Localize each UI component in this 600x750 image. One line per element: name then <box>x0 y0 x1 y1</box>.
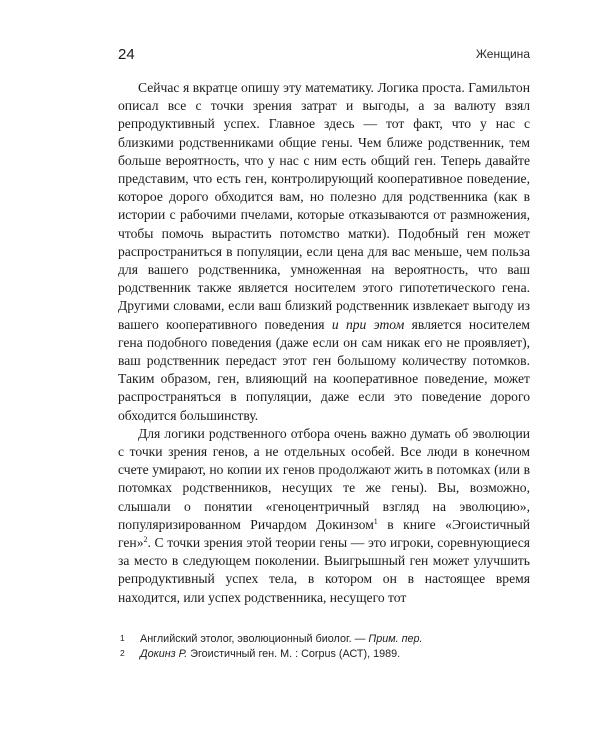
footnote-number: 2 <box>120 648 125 658</box>
paragraph-text: Сейчас я вкратце опишу эту математику. Логика проста. Гамильтон описал все с точки зрения затрат и выгоды, а за валюту взял репродуктивный успех. Главное здесь — тот факт, что у нас с близкими родственниками общие гены. Чем ближе родственник, тем больше вероятность, что у нас с ним есть общий ген. Теперь давайте представим, что есть ген, контролирующий кооперативное поведение, которое дорого обходится вам, но полезно для родственника (как в истории с рабочими пчелами, которые отказываются от размножения, чтобы помочь вырастить потомство матки). Подобный ген может распространиться в популяции, если цена для вас меньше, чем польза для вашего родственника, умноженная на вероятность, что ваш родственник также является носителем этого гипотетического гена. Другими словами, если ваш близкий родственник извлекает выгоду из вашего кооперативного поведения <box>118 80 530 332</box>
footnote-text <box>140 632 423 647</box>
footnote-text <box>140 647 400 662</box>
footnote-body: Английский этолог, эволюционный биолог. — <box>140 633 369 645</box>
paragraph <box>118 79 530 425</box>
page-header <box>118 46 530 66</box>
page-number: 24 <box>118 46 135 63</box>
running-title: Женщина <box>475 47 530 61</box>
footnote <box>118 632 538 647</box>
footnote-number: 1 <box>120 633 125 643</box>
paragraph-text: является носителем гена подобного поведения (даже если он сам никак его не проявляет), ваш родственник передаст этот ген большому количеству потомков. Таким образом, ген, влияющий на кооперативное поведение, может распространяться в популяции, даже если это поведение дорого обходится большинству. <box>118 316 530 423</box>
paragraph-text: Для логики родственного отбора очень важно думать об эволюции с точки зрения генов, а не отдельных особей. Все люди в конечном счете умирают, но копии их генов продолжают жить в потомках (или в потомках родственников, несущих те же гены). Вы, возможно, слышали о понятии «геноцентричный взгляд на эволюцию», популяризированном Ричардом Докинзом <box>118 425 530 532</box>
footnote-body: Эгоистичный ген. М. : Corpus (АСТ), 1989. <box>187 648 401 660</box>
footnote-ref[interactable]: 1 <box>373 516 378 526</box>
paragraph <box>118 425 530 607</box>
footnote-emphasis: Прим. пер. <box>368 633 423 645</box>
emphasis-text: и при этом <box>331 316 405 332</box>
footnote-emphasis: Докинз Р. <box>140 648 188 660</box>
footnote-ref[interactable]: 2 <box>143 535 148 545</box>
footnotes <box>118 632 538 662</box>
paragraph-text: в книге «Эгоистичный ген» <box>118 516 531 551</box>
paragraph-text: . С точки зрения этой теории гены — это игроки, соревнующиеся за место в следующем поколении. Выигрышный ген может улучшить репродуктивный успех тела, в котором он в настоящее время находится, или успех родственника, несущего тот <box>118 535 530 605</box>
footnote <box>118 647 538 662</box>
main-text <box>118 79 530 607</box>
